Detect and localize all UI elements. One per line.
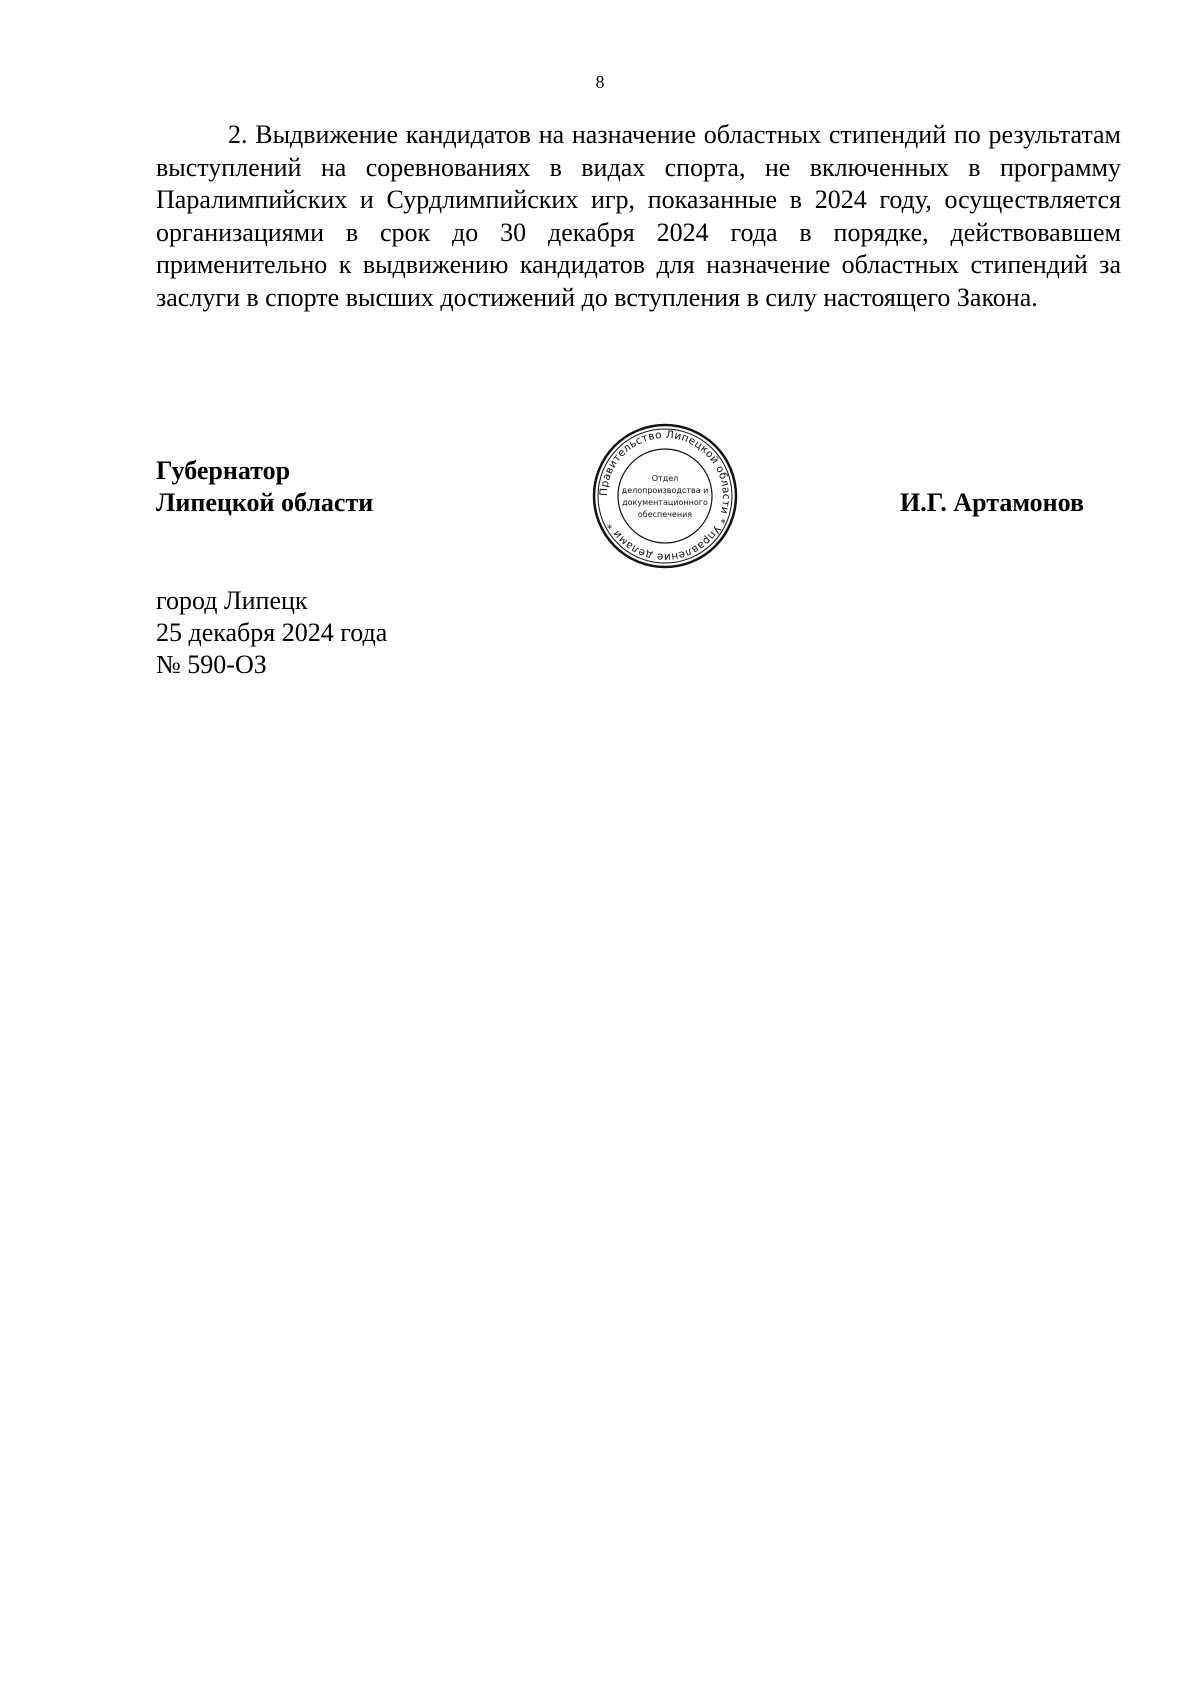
seal-inner-line4: обеспечения — [637, 510, 693, 519]
page-number: 8 — [595, 72, 605, 92]
date: 25 декабря 2024 года — [156, 618, 388, 647]
seal-inner-line3: документационного — [622, 498, 708, 507]
place-date-number — [156, 585, 387, 681]
signatory-position — [156, 455, 373, 519]
seal-outer-text: Правительство Липецкой области * Управление делами * — [597, 428, 733, 564]
official-seal — [590, 421, 740, 571]
city: город Липецк — [156, 586, 308, 615]
signatory-position-line1: Губернатор — [156, 456, 291, 485]
paragraph-2: 2. Выдвижение кандидатов на назначение областных стипендий по результатам выступлений на соревнованиях в видах спорта, не включенных в программу Паралимпийских и Сурдлимпийских игр, показанные в 2024 году, осуществляется организациями в срок до 30 декабря 2024 года в порядке, действовавшем применительно к выдвижению кандидатов для назначение областных стипендий за заслуги в спорте высших достижений до вступления в силу настоящего Закона. — [156, 120, 1121, 312]
seal-inner-line2: делопроизводства и — [621, 486, 709, 495]
law-number: № 590-ОЗ — [156, 650, 267, 679]
seal-inner-line1: Отдел — [651, 474, 679, 483]
signatory-name: И.Г. Артамонов — [900, 488, 1085, 517]
signatory-position-line2: Липецкой области — [156, 488, 374, 517]
